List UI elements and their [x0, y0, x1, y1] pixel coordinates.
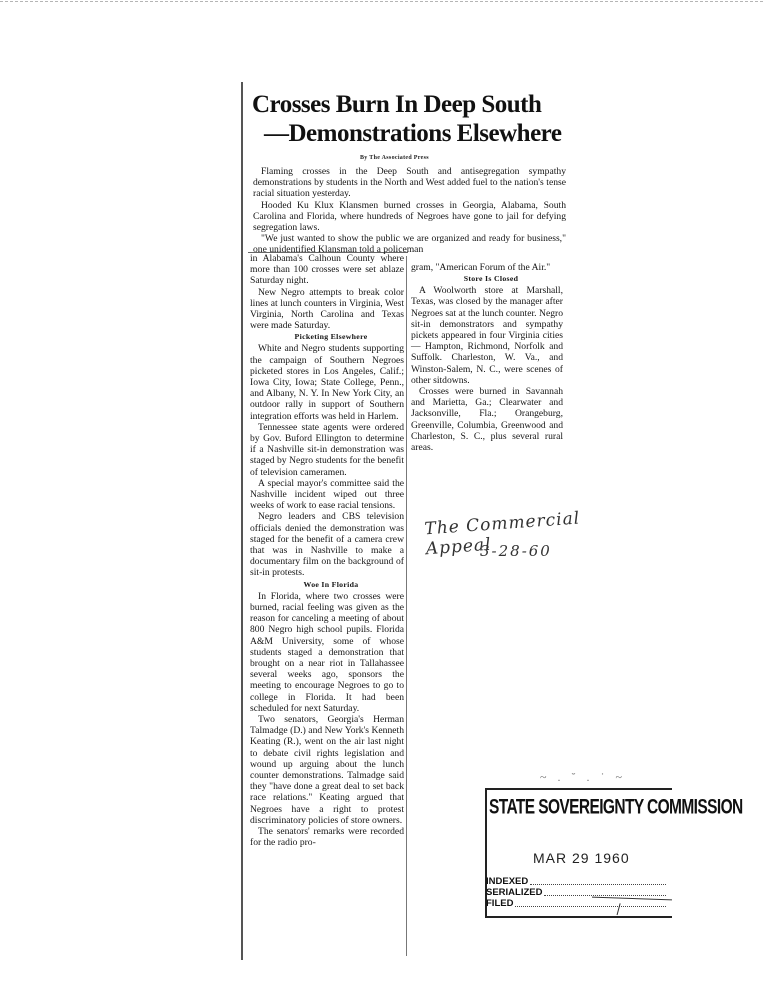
stamp-field-label: SERIALIZED: [486, 886, 543, 898]
article-byline: By The Associated Press: [360, 155, 429, 161]
stamp-scribble-mark: ~ . ˘ . ˙ ~: [540, 770, 626, 784]
paragraph: Tennessee state agents were ordered by Gov. Buford Ellington to determine if a Nashville sit-in demonstration was staged by Negro students for the benefit of television cameramen.: [250, 421, 404, 478]
article-column-left: [250, 253, 404, 848]
stamp-fields: [486, 876, 666, 909]
column-divider-vertical: [406, 256, 407, 956]
article-lead: [253, 166, 566, 256]
paragraph: New Negro attempts to break color lines at lunch counters in Virginia, West Virginia, North Carolina and Texas were made Saturday.: [250, 286, 404, 332]
article-column-right: [411, 262, 563, 453]
stamp-field-row: [486, 898, 666, 909]
stamp-field-line: [544, 887, 666, 896]
paragraph: Crosses were burned in Savannah and Marietta, Ga.; Clearwater and Jacksonville, Fla.; Orangeburg, Greenville, Columbia, Greenwood and Charleston, S. C., plus several rural areas.: [411, 386, 563, 454]
stamp-field-row: [486, 887, 666, 898]
stamp-field-line: [530, 876, 666, 885]
paragraph: In Florida, where two crosses were burned, racial feeling was given as the reason for canceling a meeting of about 800 Negro high school pupils. Florida A&M University, some of whose students staged a demonstration that brought on a near riot in Tallahassee several weeks ago, sponsors the meeting to encourage Negroes to go to college in Florida. It had been scheduled for next Saturday.: [250, 590, 404, 714]
lead-paragraph: Hooded Ku Klux Klansmen burned crosses in Georgia, Alabama, South Carolina and Florida, where hundreds of Negroes have gone to jail for defying segregation laws.: [253, 199, 566, 234]
paragraph: in Alabama's Calhoun County where more than 100 crosses were set ablaze Saturday night.: [250, 253, 404, 287]
lead-paragraph: "We just wanted to show the public we are organized and ready for business," one unidentified Klansman told a policeman: [253, 233, 566, 256]
paragraph: Negro leaders and CBS television officials denied the demonstration was staged for the benefit of a camera crew that was in Nashville to make a documentary film on the background of sit-in protests.: [250, 511, 404, 579]
lead-paragraph: Flaming crosses in the Deep South and antisegregation sympathy demonstrations by students in the North and West added fuel to the nation's tense racial situation yesterday.: [253, 166, 566, 200]
subheading: Store Is Closed: [463, 274, 519, 284]
stamp-field-label: FILED: [486, 897, 514, 909]
article-headline: [252, 90, 572, 148]
paragraph: A special mayor's committee said the Nashville incident wiped out three weeks of work to ease racial tensions.: [250, 477, 404, 512]
paragraph: gram, "American Forum of the Air.": [411, 262, 551, 273]
stamp-field-row: [486, 876, 666, 887]
headline-line-1: Crosses Burn In Deep South: [252, 91, 542, 118]
page-edge-dashed-line: [0, 1, 763, 2]
paragraph: A Woolworth store at Marshall, Texas, was closed by the manager after Negroes sat at the lunch counter. Negro sit-in demonstrators and sympathy pickets appeared in four Virginia cities — Hampton, Richmond, Norfolk and Suffolk. Charleston, W. Va., and Winston-Salem, N. C., were scenes of other sitdowns.: [411, 285, 563, 386]
handwritten-date-note: 3-28-60: [480, 542, 552, 560]
stamp-date: MAR 29 1960: [533, 850, 630, 866]
subheading: Picketing Elsewhere: [294, 332, 368, 342]
stamp-title: STATE SOVEREIGNTY COMMISSION: [489, 796, 743, 819]
clipping-left-edge: [241, 82, 243, 960]
headline-line-2: —Demonstrations Elsewhere: [264, 120, 562, 147]
handwritten-source-note: The Commercial Appeal: [423, 508, 581, 560]
stamp-field-label: INDEXED: [486, 875, 529, 887]
paragraph: Two senators, Georgia's Herman Talmadge (D.) and New York's Kenneth Keating (R.), went on the air last night to debate civil rights legislation and wound up arguing about the lunch counter demonstrations. Talmadge said they "have done a great deal to set back race relations." Keating argued that Negroes have a right to protest discriminatory policies of store owners.: [250, 713, 404, 826]
paragraph: White and Negro students supporting the campaign of Southern Negroes picketed stores in Los Angeles, Calif.; Iowa City, Iowa; State College, Penn., and Albany, N. Y. In New York City, an outdoor rally in support of Southern integration efforts was held in Harlem.: [250, 343, 404, 422]
paragraph: The senators' remarks were recorded for the radio pro-: [250, 825, 404, 849]
subheading: Woe In Florida: [303, 579, 359, 589]
